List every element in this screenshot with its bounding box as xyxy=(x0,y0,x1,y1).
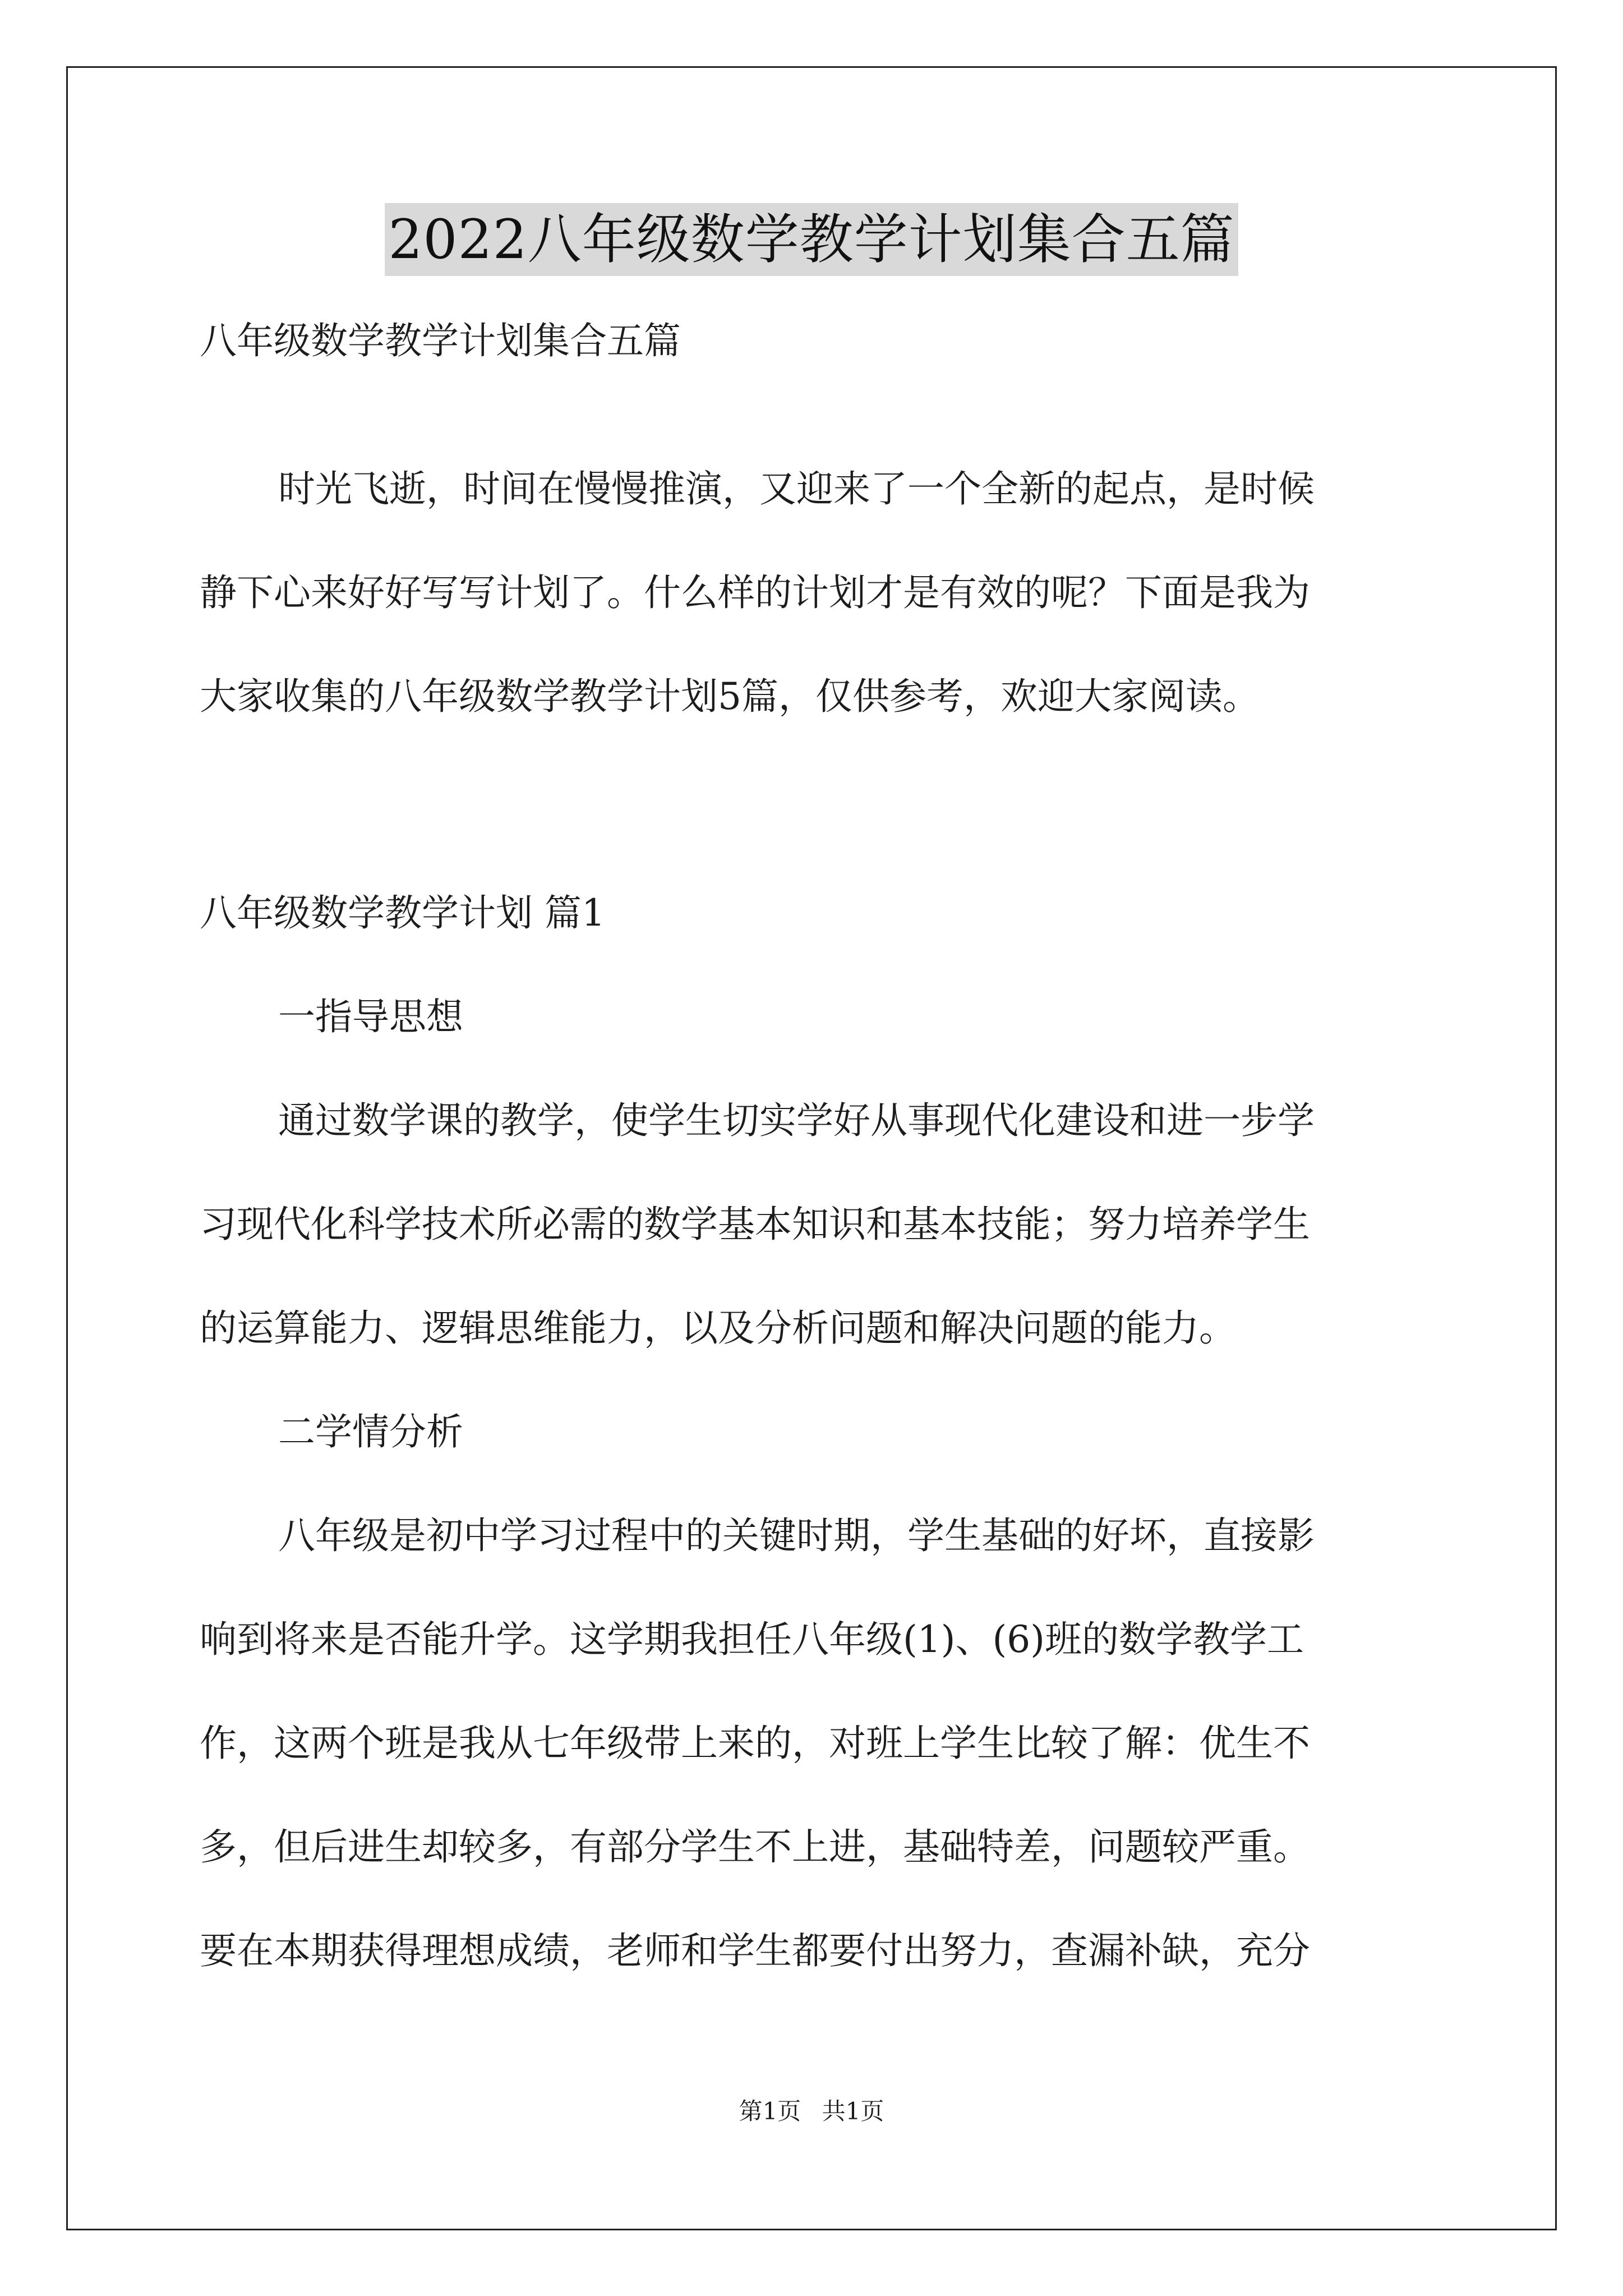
document-title: 2022八年级数学教学计划集合五篇 xyxy=(385,203,1238,276)
page-number-total: 共1页 xyxy=(822,2097,884,2125)
paragraph-line: 要在本期获得理想成绩，老师和学生都要付出努力，查漏补缺，充分 xyxy=(200,1929,1310,1972)
title-wrap xyxy=(0,203,1623,276)
page-border xyxy=(66,66,1557,2230)
paragraph-line: 作，这两个班是我从七年级带上来的，对班上学生比较了解：优生不 xyxy=(200,1722,1310,1765)
section-heading: 八年级数学教学计划 篇1 xyxy=(200,891,605,935)
paragraph-line: 多，但后进生却较多，有部分学生不上进，基础特差，问题较严重。 xyxy=(200,1825,1310,1869)
page-footer xyxy=(0,2095,1623,2128)
paragraph-line: 大家收集的八年级数学教学计划5篇，仅供参考，欢迎大家阅读。 xyxy=(200,675,1260,718)
paragraph-line: 通过数学课的教学，使学生切实学好从事现代化建设和进一步学 xyxy=(278,1099,1315,1142)
paragraph-line: 八年级是初中学习过程中的关键时期，学生基础的好坏，直接影 xyxy=(278,1514,1315,1557)
subtitle-line: 八年级数学教学计划集合五篇 xyxy=(200,319,681,362)
paragraph-line: 习现代化科学技术所必需的数学基本知识和基本技能；努力培养学生 xyxy=(200,1203,1310,1246)
paragraph-line: 响到将来是否能升学。这学期我担任八年级(1)、(6)班的数学教学工 xyxy=(200,1618,1304,1661)
subsection-heading: 二学情分析 xyxy=(278,1410,463,1453)
paragraph-line: 静下心来好好写写计划了。什么样的计划才是有效的呢？下面是我为 xyxy=(200,571,1310,614)
paragraph-line: 时光飞逝，时间在慢慢推演，又迎来了一个全新的起点，是时候 xyxy=(278,467,1315,510)
paragraph-line: 的运算能力、逻辑思维能力，以及分析问题和解决问题的能力。 xyxy=(200,1306,1236,1350)
page-number-current: 第1页 xyxy=(739,2097,801,2125)
subsection-heading: 一指导思想 xyxy=(278,995,463,1038)
